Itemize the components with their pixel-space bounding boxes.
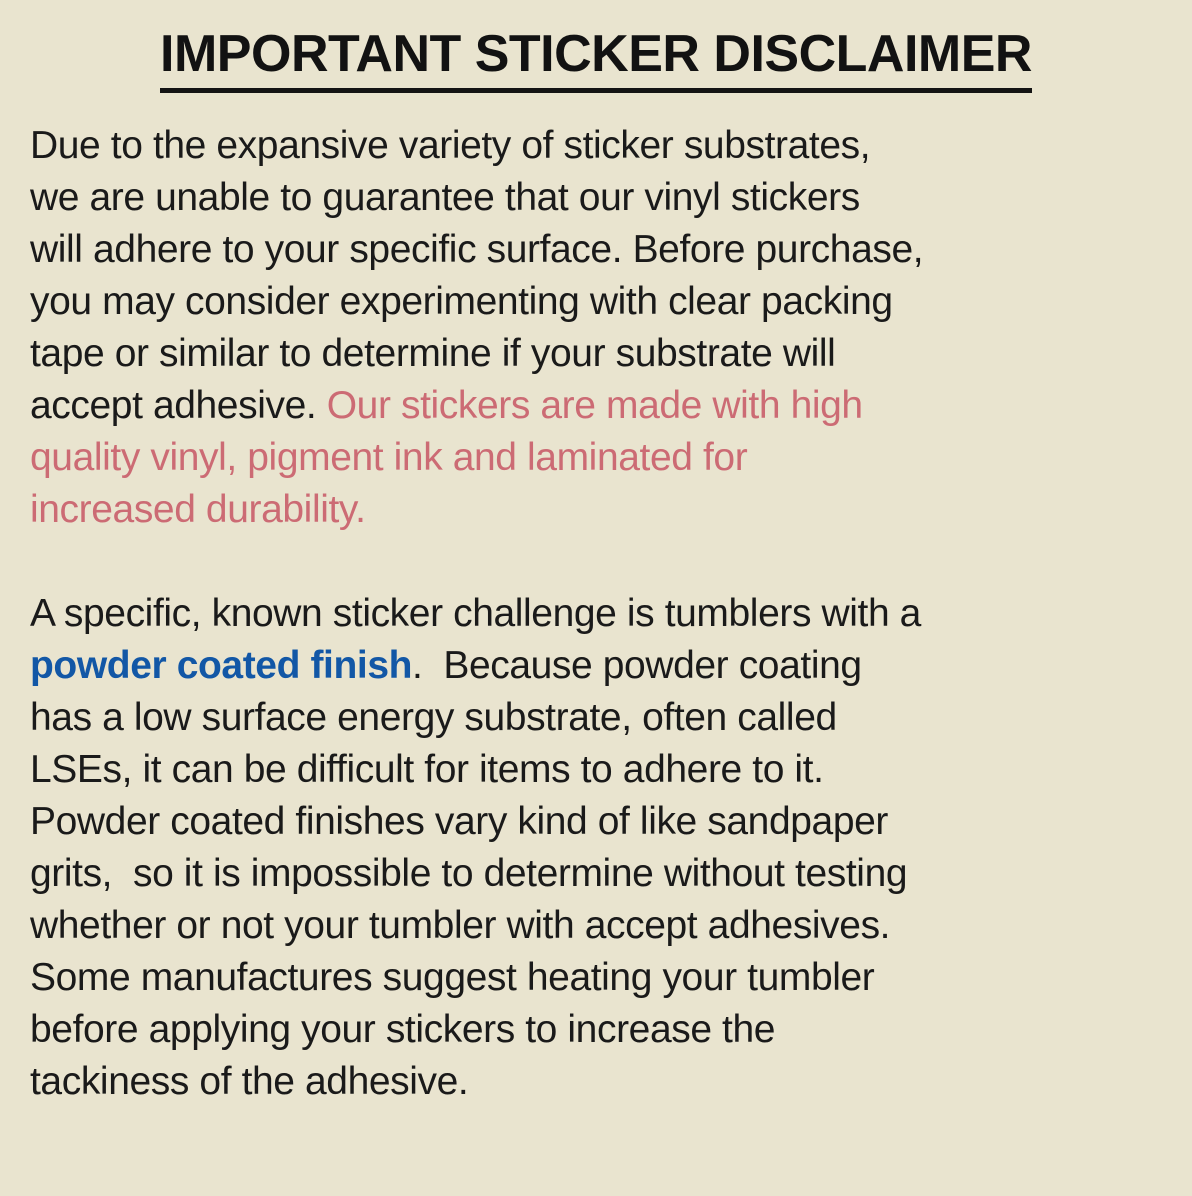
paragraph	[30, 120, 1164, 536]
text-segment: whether or not your tumbler with accept adhesives.	[30, 904, 891, 947]
text-segment: tape or similar to determine if your substrate will	[30, 332, 836, 375]
text-segment: Powder coated finishes vary kind of like sandpaper	[30, 800, 888, 843]
text-line	[30, 432, 1164, 484]
text-segment: you may consider experimenting with clear packing	[30, 280, 893, 323]
text-segment: has a low surface energy substrate, often called	[30, 696, 837, 739]
text-line	[30, 328, 1164, 380]
disclaimer-body	[0, 120, 1192, 1108]
text-line	[30, 796, 1164, 848]
text-line	[30, 640, 1164, 692]
text-segment: tackiness of the adhesive.	[30, 1060, 469, 1103]
text-segment: grits, so it is impossible to determine without testing	[30, 852, 908, 895]
page-title-text: IMPORTANT STICKER DISCLAIMER	[160, 25, 1032, 93]
text-line	[30, 1004, 1164, 1056]
text-segment: Due to the expansive variety of sticker substrates,	[30, 124, 871, 167]
text-line	[30, 692, 1164, 744]
text-segment: will adhere to your specific surface. Before purchase,	[30, 228, 924, 271]
text-segment: Some manufactures suggest heating your tumbler	[30, 956, 875, 999]
text-segment: . Because powder coating	[412, 644, 862, 687]
text-segment: A specific, known sticker challenge is tumblers with a	[30, 592, 921, 635]
text-line	[30, 224, 1164, 276]
text-segment: increased durability.	[30, 488, 366, 531]
page-title	[160, 24, 1032, 84]
text-line	[30, 588, 1164, 640]
text-line	[30, 744, 1164, 796]
paragraph	[30, 588, 1164, 1108]
text-line	[30, 380, 1164, 432]
text-line	[30, 1056, 1164, 1108]
text-line	[30, 484, 1164, 536]
text-segment: we are unable to guarantee that our vinyl stickers	[30, 176, 860, 219]
text-segment: accept adhesive.	[30, 384, 327, 427]
text-line	[30, 172, 1164, 224]
text-segment: Our stickers are made with high	[326, 384, 863, 427]
text-segment: quality vinyl, pigment ink and laminated for	[30, 436, 748, 479]
text-line	[30, 848, 1164, 900]
text-segment: LSEs, it can be difficult for items to adhere to it.	[30, 748, 824, 791]
title-wrap	[0, 24, 1192, 84]
text-line	[30, 900, 1164, 952]
text-line	[30, 952, 1164, 1004]
text-line	[30, 120, 1164, 172]
text-segment: powder coated finish	[30, 644, 413, 687]
text-segment: before applying your stickers to increase the	[30, 1008, 776, 1051]
text-line	[30, 276, 1164, 328]
